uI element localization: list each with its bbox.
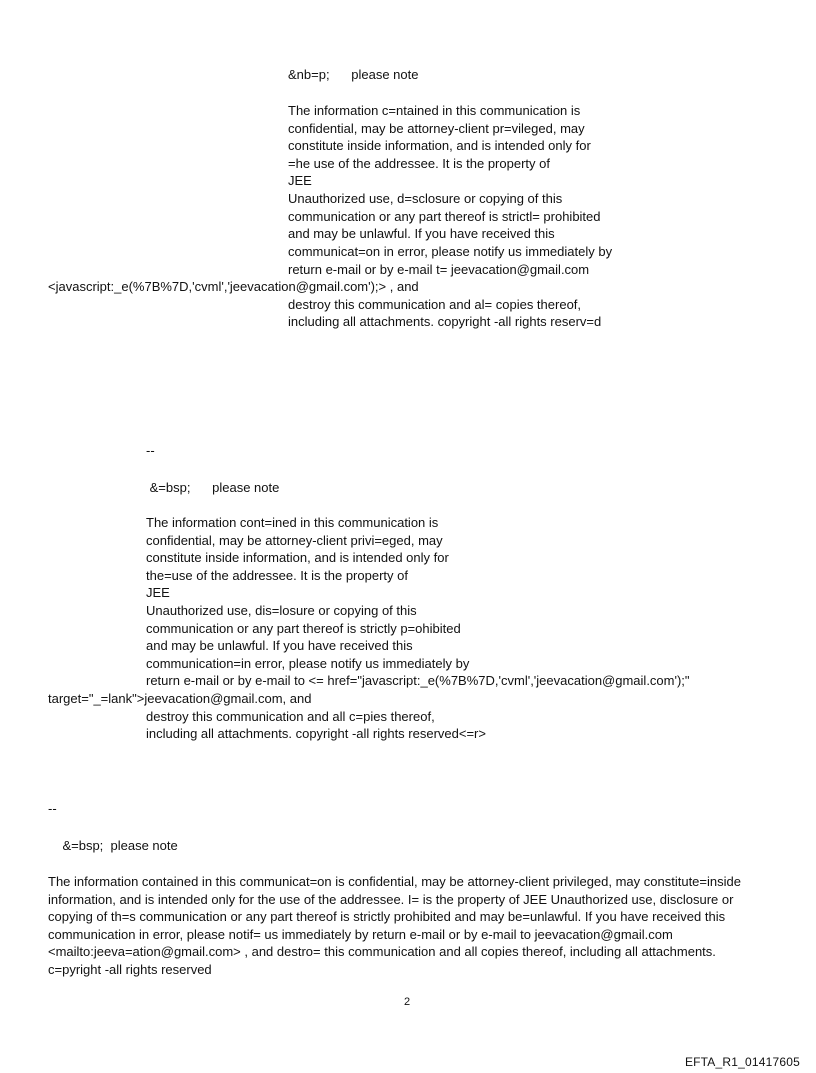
- block1-line: =he use of the addressee. It is the property of: [288, 156, 550, 171]
- block2-line: constitute inside information, and is intended only for: [146, 550, 449, 565]
- block1-line: constitute inside information, and is intended only for: [288, 138, 591, 153]
- block1-line: communicat=on in error, please notify us immediately by: [288, 244, 613, 259]
- block2-line: confidential, may be attorney-client privi=eged, may: [146, 533, 443, 548]
- block2-separator: --: [146, 443, 155, 458]
- block2-line: including all attachments. copyright -all rights reserved<=r>: [146, 726, 486, 741]
- block2-line: destroy this communication and all c=pies thereof,: [146, 709, 435, 724]
- block1-line: and may be unlawful. If you have received this: [288, 226, 555, 241]
- block2-header: &=bsp; please note: [146, 480, 280, 495]
- block1-header: &nb=p; please note: [288, 67, 419, 82]
- block2-line: the=use of the addressee. It is the property of: [146, 568, 408, 583]
- block1-line: communication or any part thereof is strictl= prohibited: [288, 209, 601, 224]
- block2-line: communication=in error, please notify us immediately by: [146, 656, 470, 671]
- block1-outdent-line: <javascript:_e(%7B%7D,'cvml','jeevacation@gmail.com');> , and: [48, 279, 419, 294]
- block2-line: Unauthorized use, dis=losure or copying of this: [146, 603, 417, 618]
- block2-line: and may be unlawful. If you have received this: [146, 638, 413, 653]
- block2-line: The information cont=ined in this communication is: [146, 515, 439, 530]
- block2-outdent-line: target="_=lank">jeevacation@gmail.com, and: [48, 691, 312, 706]
- block3-paragraph: The information contained in this communicat=on is confidential, may be attorney-client privileged, may constitute=inside information, and is intended only for the use of the addressee. I= is the property of JEE Unauthorized use, disclosure or copying of th=s communication or any part thereof is strictly prohibited and may be=unlawful. If you have received this communication in error, please notif= us immediately by return e-mail or by e-mail to jeevacation@gmail.com <mailto:jeeva=ation@gmail.com> , and destro= this communication and all copies thereof, including all attachments. c=pyright -all rights reserved: [48, 874, 741, 977]
- block1-line: JEE: [288, 173, 312, 188]
- page-number: 2: [404, 996, 411, 1008]
- block2-line: return e-mail or by e-mail to <= href="javascript:_e(%7B%7D,'cvml','jeevacation@gmail.com');": [146, 673, 690, 688]
- bates-number: EFTA_R1_01417605: [684, 1055, 800, 1069]
- block1-line: including all attachments. copyright -all rights reserv=d: [288, 314, 602, 329]
- block1-line: confidential, may be attorney-client pr=vileged, may: [288, 121, 585, 136]
- block3-header: &=bsp; please note: [48, 838, 178, 853]
- block2-line: JEE: [146, 585, 170, 600]
- block2-line: communication or any part thereof is strictly p=ohibited: [146, 621, 461, 636]
- block1-line: The information c=ntained in this communication is: [288, 103, 581, 118]
- block3-separator: --: [48, 801, 57, 816]
- block1-line: destroy this communication and al= copies thereof,: [288, 297, 582, 312]
- block1-line: Unauthorized use, d=sclosure or copying of this: [288, 191, 563, 206]
- block1-line: return e-mail or by e-mail t= jeevacation@gmail.com: [288, 262, 590, 277]
